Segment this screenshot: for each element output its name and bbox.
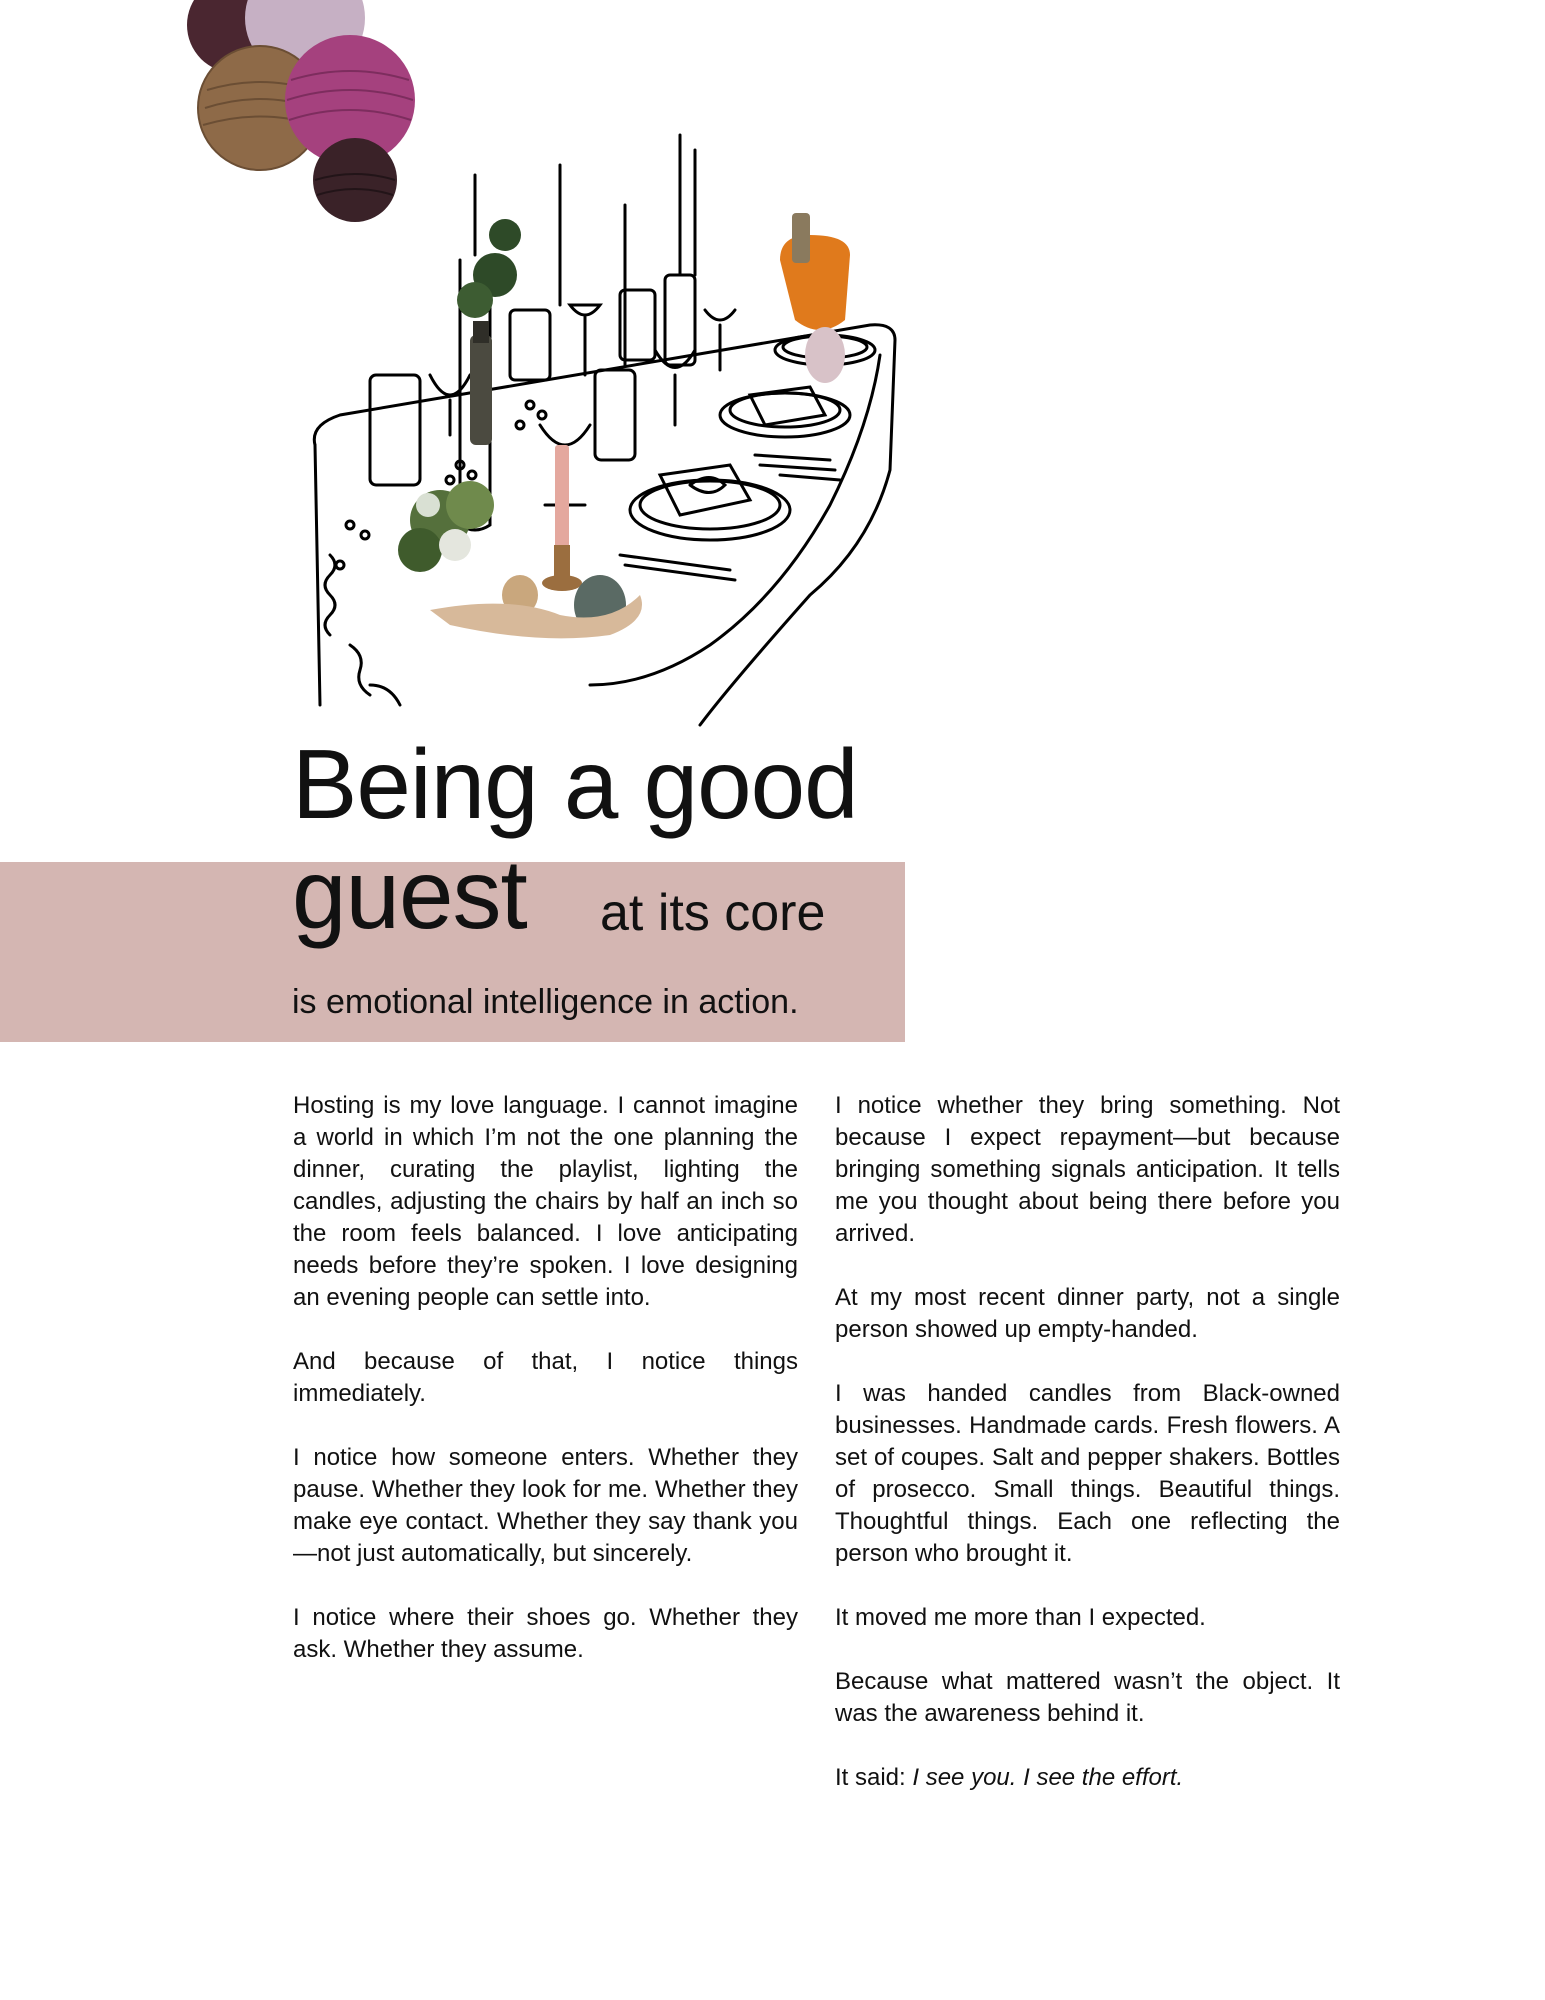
paragraph: I notice whether they bring something. Not because I expect repayment—but because bringing something signals anticipation. It tells me you thought about being there before you arrived. [835,1092,1340,1247]
paragraph: I was handed candles from Black-owned businesses. Handmade cards. Fresh flowers. A set of coupes. Salt and pepper shakers. Bottles of prosecco. Small things. Beautiful things. Thoughtful things. Each one reflecting the person who brought it. [835,1380,1340,1567]
closing-quote: I see you. I see the effort. [912,1764,1184,1791]
headline-line-2: guest [292,839,527,949]
paragraph: Hosting is my love language. I cannot imagine a world in which I’m not the one planning the dinner, curating the playlist, lighting the candles, adjusting the chairs by half an inch so the room feels balanced. I love anticipating needs before they’re spoken. I love designing an evening people can settle into. [293,1092,798,1311]
paragraph: At my most recent dinner party, not a single person showed up empty-handed. [835,1284,1340,1343]
article-column-right [835,1090,1340,1826]
paragraph: And because of that, I notice things immediately. [293,1348,798,1407]
paragraph: Because what mattered wasn’t the object. It was the awareness behind it. [835,1668,1340,1727]
headline-line-1: Being a good [292,729,858,839]
closing-paragraph [835,1762,1340,1794]
dinner-table-illustration [310,125,910,740]
article-column-left [293,1090,798,1698]
closing-lead: It said: [835,1764,913,1791]
paragraph: I notice how someone enters. Whether they pause. Whether they look for me. Whether they make eye contact. Whether they say thank you—not just automatically, but sincerely. [293,1444,798,1567]
paragraph: I notice where their shoes go. Whether they ask. Whether they assume. [293,1604,798,1663]
paragraph: It moved me more than I expected. [835,1604,1206,1631]
headline-inline-subtitle: at its core [600,884,826,942]
headline-subline: is emotional intelligence in action. [292,983,799,1021]
